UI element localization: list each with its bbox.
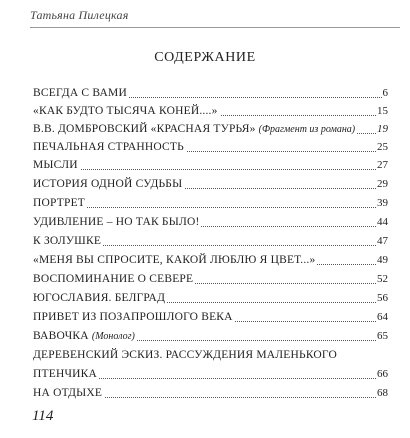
toc-entry-page: 29 xyxy=(376,175,388,193)
toc-entry-note: (Монолог) xyxy=(91,331,135,342)
toc-entry xyxy=(33,213,388,231)
toc-entry-page: 68 xyxy=(376,384,388,402)
toc-entry-label: К ЗОЛУШКЕ xyxy=(33,232,103,250)
toc-entry-page: 64 xyxy=(376,308,388,326)
toc-entry-page: 49 xyxy=(376,251,388,269)
toc-entry-page: 56 xyxy=(376,289,388,307)
toc-entry-page: 47 xyxy=(376,232,388,250)
toc-entry-label: ВСЕГДА С ВАМИ xyxy=(33,84,129,102)
header-rule xyxy=(30,27,400,28)
toc-entry-note: (Фрагмент из романа) xyxy=(258,124,356,135)
toc-entry-multiline-second xyxy=(33,365,388,383)
toc-entry-page: 15 xyxy=(376,102,388,120)
toc-entry xyxy=(33,232,388,250)
toc-entry-label: ПРИВЕТ ИЗ ПОЗАПРОШЛОГО ВЕКА xyxy=(33,308,235,326)
toc-entry xyxy=(33,102,388,120)
toc-entry-label: ДЕРЕВЕНСКИЙ ЭСКИЗ. РАССУЖДЕНИЯ МАЛЕНЬКОГО xyxy=(33,346,339,364)
toc-entry xyxy=(33,289,388,307)
toc-entry xyxy=(33,270,388,288)
toc-entry xyxy=(33,308,388,326)
toc-entry-label: НА ОТДЫХЕ xyxy=(33,384,104,402)
toc-entry xyxy=(33,251,388,269)
toc-title: СОДЕРЖАНИЕ xyxy=(154,50,256,65)
toc-entry-page: 25 xyxy=(376,138,388,156)
toc-entry xyxy=(33,120,388,138)
toc-entry-label: ЮГОСЛАВИЯ. БЕЛГРАД xyxy=(33,289,167,307)
toc-entry-page: 44 xyxy=(376,213,388,231)
toc-entry-page: 65 xyxy=(376,327,388,345)
toc-entry xyxy=(33,156,388,174)
toc-entry-multiline-first xyxy=(33,346,388,364)
toc-entry-label: ВАВОЧКА (Монолог) xyxy=(33,327,137,346)
toc-entry xyxy=(33,84,388,102)
toc-entry-page: 19 xyxy=(376,120,388,138)
toc-entry-label: ИСТОРИЯ ОДНОЙ СУДЬБЫ xyxy=(33,175,184,193)
toc-entry-label: ПЕЧАЛЬНАЯ СТРАННОСТЬ xyxy=(33,138,186,156)
toc-entry-label: ВОСПОМИНАНИЕ О СЕВЕРЕ xyxy=(33,270,195,288)
leader-dots xyxy=(33,169,388,170)
toc-entry-page: 66 xyxy=(376,365,388,383)
toc-entry xyxy=(33,327,388,345)
toc-entry-label: ПТЕНЧИКА xyxy=(33,365,99,383)
toc-entry-page: 52 xyxy=(376,270,388,288)
toc-entry-label: ПОРТРЕТ xyxy=(33,194,87,212)
running-header-author: Татьяна Пилецкая xyxy=(30,8,129,22)
toc-entry-label: «МЕНЯ ВЫ СПРОСИТЕ, КАКОЙ ЛЮБЛЮ Я ЦВЕТ...» xyxy=(33,251,317,269)
toc-entry-label: МЫСЛИ xyxy=(33,156,80,174)
toc-entry xyxy=(33,138,388,156)
toc-entry xyxy=(33,175,388,193)
toc-entry xyxy=(33,384,388,402)
toc-entry-label: В.В. ДОМБРОВСКИЙ «КРАСНАЯ ТУРЬЯ» (Фрагмент из романа) xyxy=(33,120,357,139)
toc-entry-page: 39 xyxy=(376,194,388,212)
toc-entry xyxy=(33,194,388,212)
toc-entry-label: «КАК БУДТО ТЫСЯЧА КОНЕЙ....» xyxy=(33,102,220,120)
toc-entry-label: УДИВЛЕНИЕ – НО ТАК БЫЛО! xyxy=(33,213,201,231)
toc-entry-page: 27 xyxy=(376,156,388,174)
page-number: 114 xyxy=(32,408,54,424)
toc-entry-page: 6 xyxy=(382,84,389,102)
